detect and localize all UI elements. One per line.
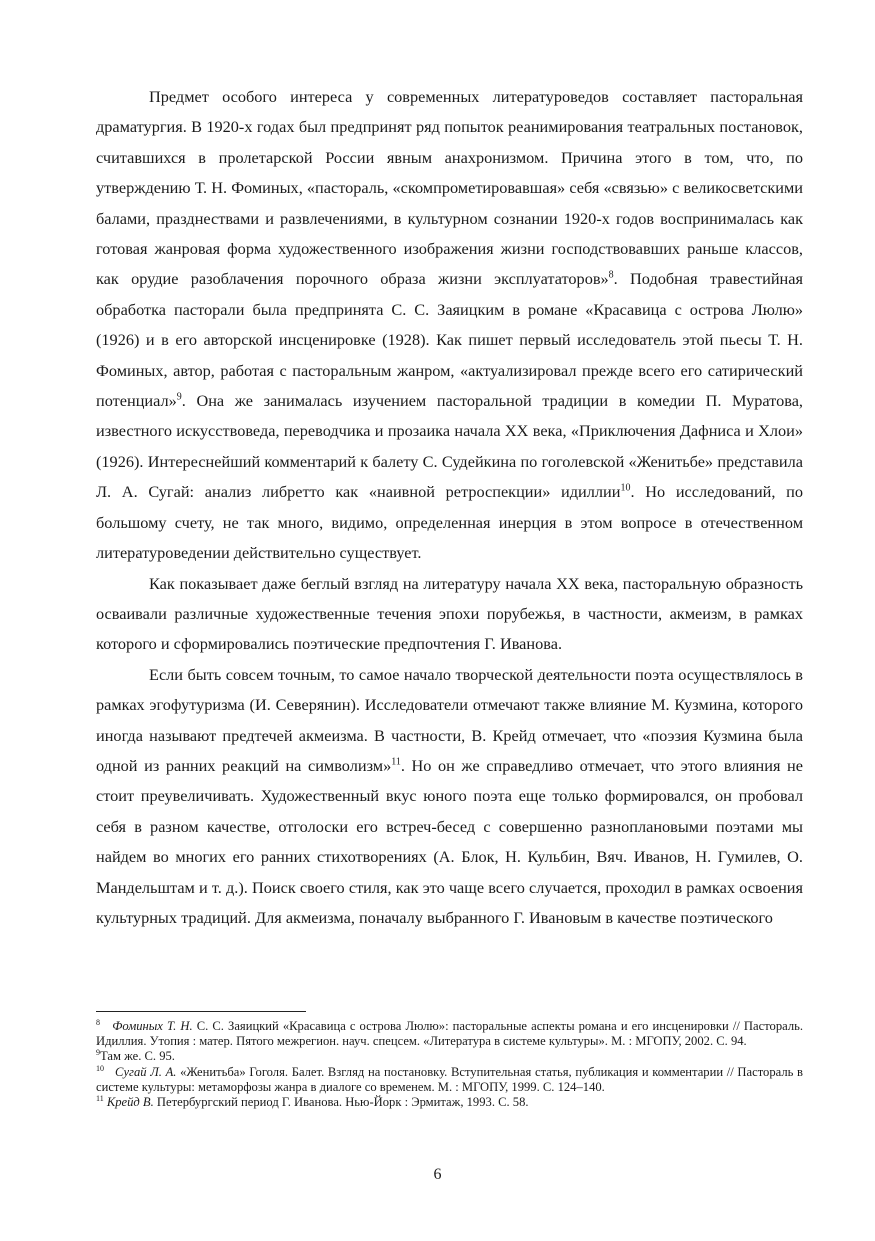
paragraph-1-text-4: . Но исследований, по большому счету, не так много, видимо, определенная инерция в этом вопросе в отечественном литературоведении действительно существует. <box>96 482 804 563</box>
paragraph-3-text-1: Если быть совсем точным, то самое начало творческой деятельности поэта осуществлялось в рамках эгофутуризма (И. Северянин). Исследователи отмечают также влияние М. Кузмина, которого иногда называют предтечей акмеизма. В частности, В. Крейд отмечает, что «поэзия Кузмина была одной из ранних реакций на символизм» <box>96 664 803 775</box>
footnote-author: Сугай Л. А. <box>115 1064 177 1079</box>
footnote-author: Крейд В. <box>106 1095 154 1110</box>
footnotes <box>96 1019 803 1110</box>
paragraph-1-text-1: Предмет особого интереса у современных литературоведов составляет пасторальная драматургия. В 1920-х годах был предпринят ряд попыток реанимирования театральных постановок, считавшихся в пролетарской России явным анахронизмом. Причина этого в том, что, по утверждению Т. Н. Фоминых, «пастораль, «скомпрометировавшая» себя «связью» с великосветскими балами, празднествами и развлечениями, в культурном сознании 1920-х годов воспринималась как готовая жанровая форма художественного изображения жизни господствовавших раньше классов, как орудие разоблачения порочного образа жизни эксплуататоров» <box>96 87 803 289</box>
footnote-author: Фоминых Т. Н. <box>112 1019 193 1033</box>
footnote-number: 8 <box>96 1017 100 1027</box>
paragraph-1-text-2: . Подобная травестийная обработка пасторали была предпринята С. С. Заяицким в романе «Красавица с острова Люлю» (1926) и в его авторской инсценировке (1928). Как пишет первый исследователь этой пьесы Т. Н. Фоминых, автор, работая с пасторальным жанром, «актуализировал прежде всего его сатирический потенциал» <box>96 269 803 411</box>
footnote-ref-11[interactable]: 11 <box>391 756 401 768</box>
footnote-text: Там же. С. 95. <box>100 1049 175 1064</box>
footnote-9 <box>96 1049 803 1064</box>
footnote-8 <box>96 1019 803 1049</box>
footnote-number: 9 <box>96 1048 100 1058</box>
footnote-ref-10[interactable]: 10 <box>620 482 631 494</box>
footnote-separator <box>96 1011 306 1012</box>
footnote-number: 10 <box>96 1063 104 1073</box>
footnote-text: Петербургский период Г. Иванова. Нью-Йорк : Эрмитаж, 1993. С. 58. <box>153 1095 529 1110</box>
footnote-ref-8[interactable]: 8 <box>608 270 614 282</box>
footnote-text: С. С. Заяицкий «Красавица с острова Люлю»: пасторальные аспекты романа и его инсценировки // Пастораль. Идиллия. Утопия : матер. Пятого межрегион. науч. спецсем. «Литература в системе культуры». М. : МГОПУ, 2002. С. 94. <box>96 1019 803 1049</box>
footnote-ref-9[interactable]: 9 <box>176 391 182 403</box>
footnote-text: «Женитьба» Гоголя. Балет. Взгляд на постановку. Вступительная статья, публикация и комментарии // Пастораль в системе культуры: метаморфозы жанра в диалоге со временем. М. : МГОПУ, 1999. С. 124–140. <box>96 1064 803 1094</box>
footnote-10 <box>96 1065 803 1095</box>
paragraph-1-text-3: . Она же занималась изучением пасторальной традиции в комедии П. Муратова, известного искусствоведа, переводчика и прозаика начала XX века, «Приключения Дафниса и Хлои» (1926). Интереснейший комментарий к балету С. Судейкина по гоголевской «Женитьбе» представила Л. А. Сугай: анализ либретто как «наивной ретроспекции» идиллии <box>96 391 803 502</box>
paragraph-3 <box>96 660 803 934</box>
paragraph-1 <box>96 82 803 569</box>
paragraph-3-text-2: . Но он же справедливо отмечает, что этого влияния не стоит преувеличивать. Художественный вкус юного поэта еще только формировался, он пробовал себя в разном качестве, отголоски его встреч-бесед с совершенно разноплановыми поэтами мы найдем во многих его ранних стихотворениях (А. Блок, Н. Кульбин, Вяч. Иванов, Н. Гумилев, О. Мандельштам и т. д.). Поиск своего стиля, как это чаще всего случается, проходил в рамках освоения культурных традиций. Для акмеизма, поначалу выбранного Г. Ивановым в качестве поэтического <box>96 755 803 927</box>
main-text <box>96 82 803 933</box>
footnote-11 <box>96 1095 803 1110</box>
footnote-number: 11 <box>96 1093 104 1103</box>
page-number: 6 <box>433 1166 442 1183</box>
paragraph-2: Как показывает даже беглый взгляд на литературу начала XX века, пасторальную образность осваивали различные художественные течения эпохи порубежья, в частности, акмеизм, в рамках которого и сформировались поэтические предпочтения Г. Иванова. <box>96 573 803 654</box>
